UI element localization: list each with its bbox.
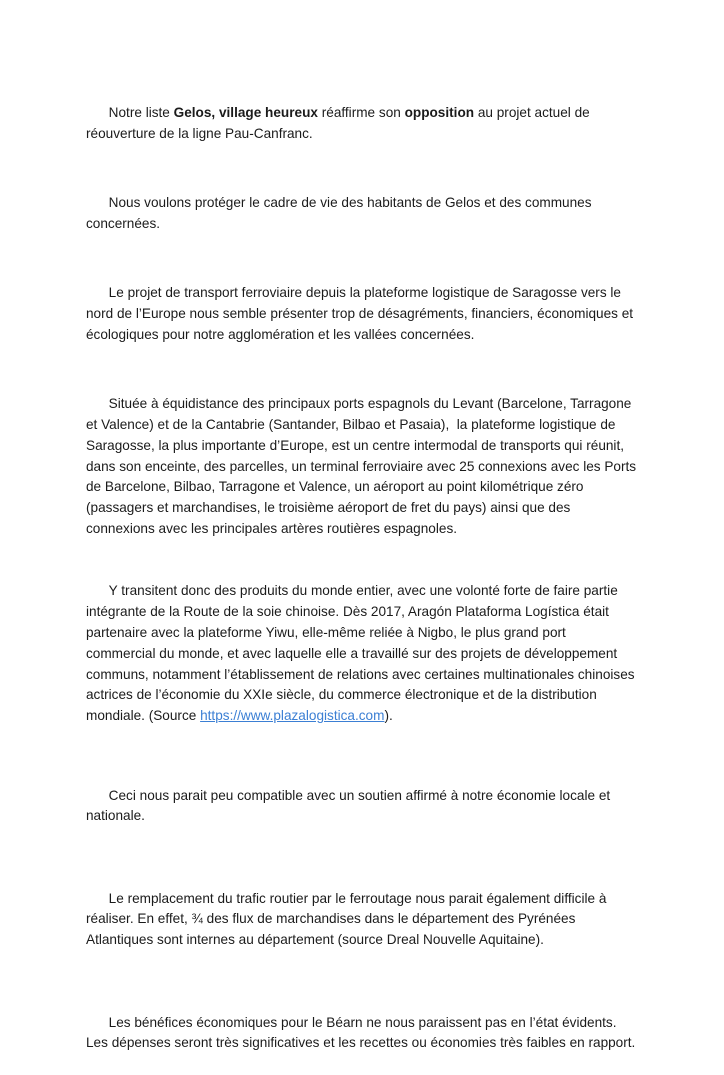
paragraph-5 — [86, 561, 638, 748]
paragraph-2 — [86, 172, 638, 255]
text-run-bold: opposition — [404, 104, 475, 120]
paragraph-8 — [86, 992, 638, 1075]
text-run: Le remplacement du trafic routier par le ferroutage nous parait également difficile à réaliser. En effet, ¾ des flux de marchandises dans le département des Pyrénées Atlantiques sont internes au département (source Dreal Nouvelle Aquitaine). — [86, 890, 611, 948]
text-run: Notre liste — [108, 104, 174, 120]
text-run: Située à équidistance des principaux ports espagnols du Levant (Barcelone, Tarragone et Valence) et de la Cantabrie (Santander, Bilbao et Pasaia), la plateforme logistique de Saragosse, la plus importante d’Europe, est un centre intermodal de transports qui réunit, dans son enceinte, des parcelles, un terminal ferroviaire avec 25 connexions avec les Ports de Barcelone, Bilbao, Tarragone et Valence, un aéroport au point kilométrique zéro (passagers et marchandises, le troisième aéroport de fret du pays) ainsi que des connexions avec les principales artères routières espagnoles. — [86, 396, 640, 536]
paragraph-7 — [86, 868, 638, 972]
paragraph-1 — [86, 82, 638, 165]
paragraph-6 — [86, 765, 638, 848]
text-run: réaffirme son — [317, 104, 405, 120]
plazalogistica-link[interactable]: https://www.plazalogistica.com — [200, 708, 385, 724]
text-run: Nous voulons protéger le cadre de vie des habitants de Gelos et des communes concernées. — [86, 194, 596, 231]
paragraph-3 — [86, 262, 638, 366]
text-run: Y transitent donc des produits du monde entier, avec une volonté forte de faire partie intégrante de la Route de la soie chinoise. Dès 2017, Aragón Plataforma Logística était partenaire avec la plateforme Yiwu, elle-même reliée à Nigbo, le plus grand port commercial du monde, et avec laquelle elle a travaillé sur des projets de développement communs, notamment l’établissement de relations avec certaines multinationales chinoises actrices de l’économie du XXIe siècle, du commerce électronique et de la distribution mondiale. (Source — [86, 583, 639, 724]
text-run: Le projet de transport ferroviaire depuis la plateforme logistique de Saragosse vers le nord de l’Europe nous semble présenter trop de désagréments, financiers, économiques et écologiques pour notre agglomération et les vallées concernées. — [86, 285, 637, 342]
document-body — [86, 82, 638, 1075]
text-run: au projet actuel de réouverture de la ligne Pau-Canfranc. — [86, 104, 594, 141]
text-run: Ceci nous parait peu compatible avec un soutien affirmé à notre économie locale et nationale. — [86, 787, 614, 824]
text-run: ). — [384, 708, 393, 724]
paragraph-4 — [86, 373, 638, 560]
text-run-bold: Gelos, village heureux — [173, 104, 318, 120]
text-run: Les bénéfices économiques pour le Béarn ne nous paraissent pas en l’état évidents. Les dépenses seront très significatives et les recettes ou économies très faibles en rapport. — [86, 1014, 636, 1051]
